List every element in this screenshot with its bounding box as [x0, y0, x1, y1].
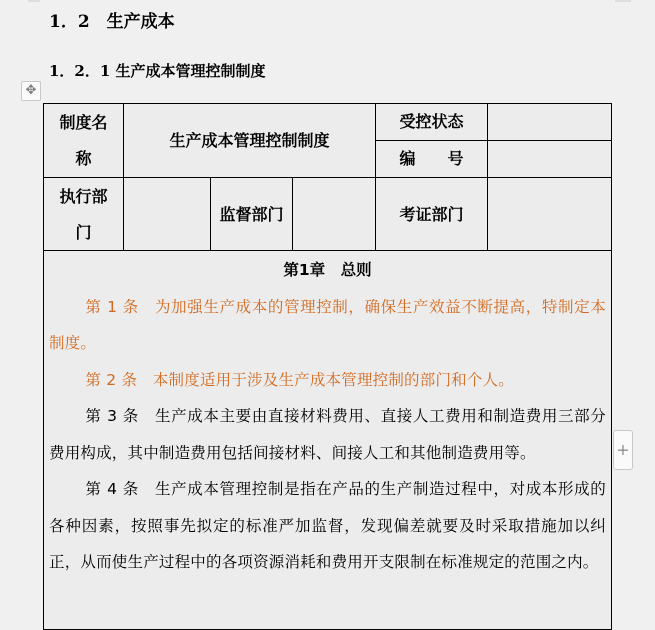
article-2: 第 2 条 本制度适用于涉及生产成本管理控制的部门和个人。 — [85, 370, 514, 389]
article-4: 第 4 条 生产成本管理控制是指在产品的生产制造过程中，对成本形成的各种因素，按照事先拟定的标准严加监督，发现偏差就要及时采取措施加以纠正，从而使生产过程中的各项资源消耗和费用开支限制在标准规定的范围之内。 — [49, 480, 606, 571]
move-icon[interactable]: ✥ — [21, 81, 41, 101]
plus-icon[interactable]: + — [613, 430, 633, 470]
audit-dept-label: 考证部门 — [375, 177, 488, 252]
name-label: 制度名称 — [43, 103, 124, 178]
exec-dept-label: 执行部门 — [43, 177, 124, 252]
scroll-marker — [615, 0, 631, 2]
exec-dept-value[interactable] — [123, 177, 211, 252]
audit-dept-value[interactable] — [487, 177, 612, 252]
number-value[interactable] — [487, 140, 612, 178]
chapter-title: 第1章 总则 — [283, 261, 372, 279]
policy-content[interactable] — [43, 250, 612, 630]
supervise-dept-label: 监督部门 — [210, 177, 293, 252]
control-status-label: 受控状态 — [375, 103, 488, 141]
supervise-dept-value[interactable] — [292, 177, 376, 252]
subsection-heading: 1．2．1 生产成本管理控制制度 — [49, 62, 266, 80]
article-3: 第 3 条 生产成本主要由直接材料费用、直接人工费用和制造费用三部分费用构成，其中制造费用包括间接材料、间接人工和其他制造费用等。 — [49, 407, 606, 462]
control-status-value[interactable] — [487, 103, 612, 141]
section-heading: 1．2 生产成本 — [49, 12, 175, 32]
number-label: 编 号 — [375, 140, 488, 178]
article-1: 第 1 条 为加强生产成本的管理控制，确保生产效益不断提高，特制定本制度。 — [49, 297, 606, 352]
scroll-marker — [28, 0, 40, 2]
name-value[interactable]: 生产成本管理控制制度 — [123, 103, 376, 178]
